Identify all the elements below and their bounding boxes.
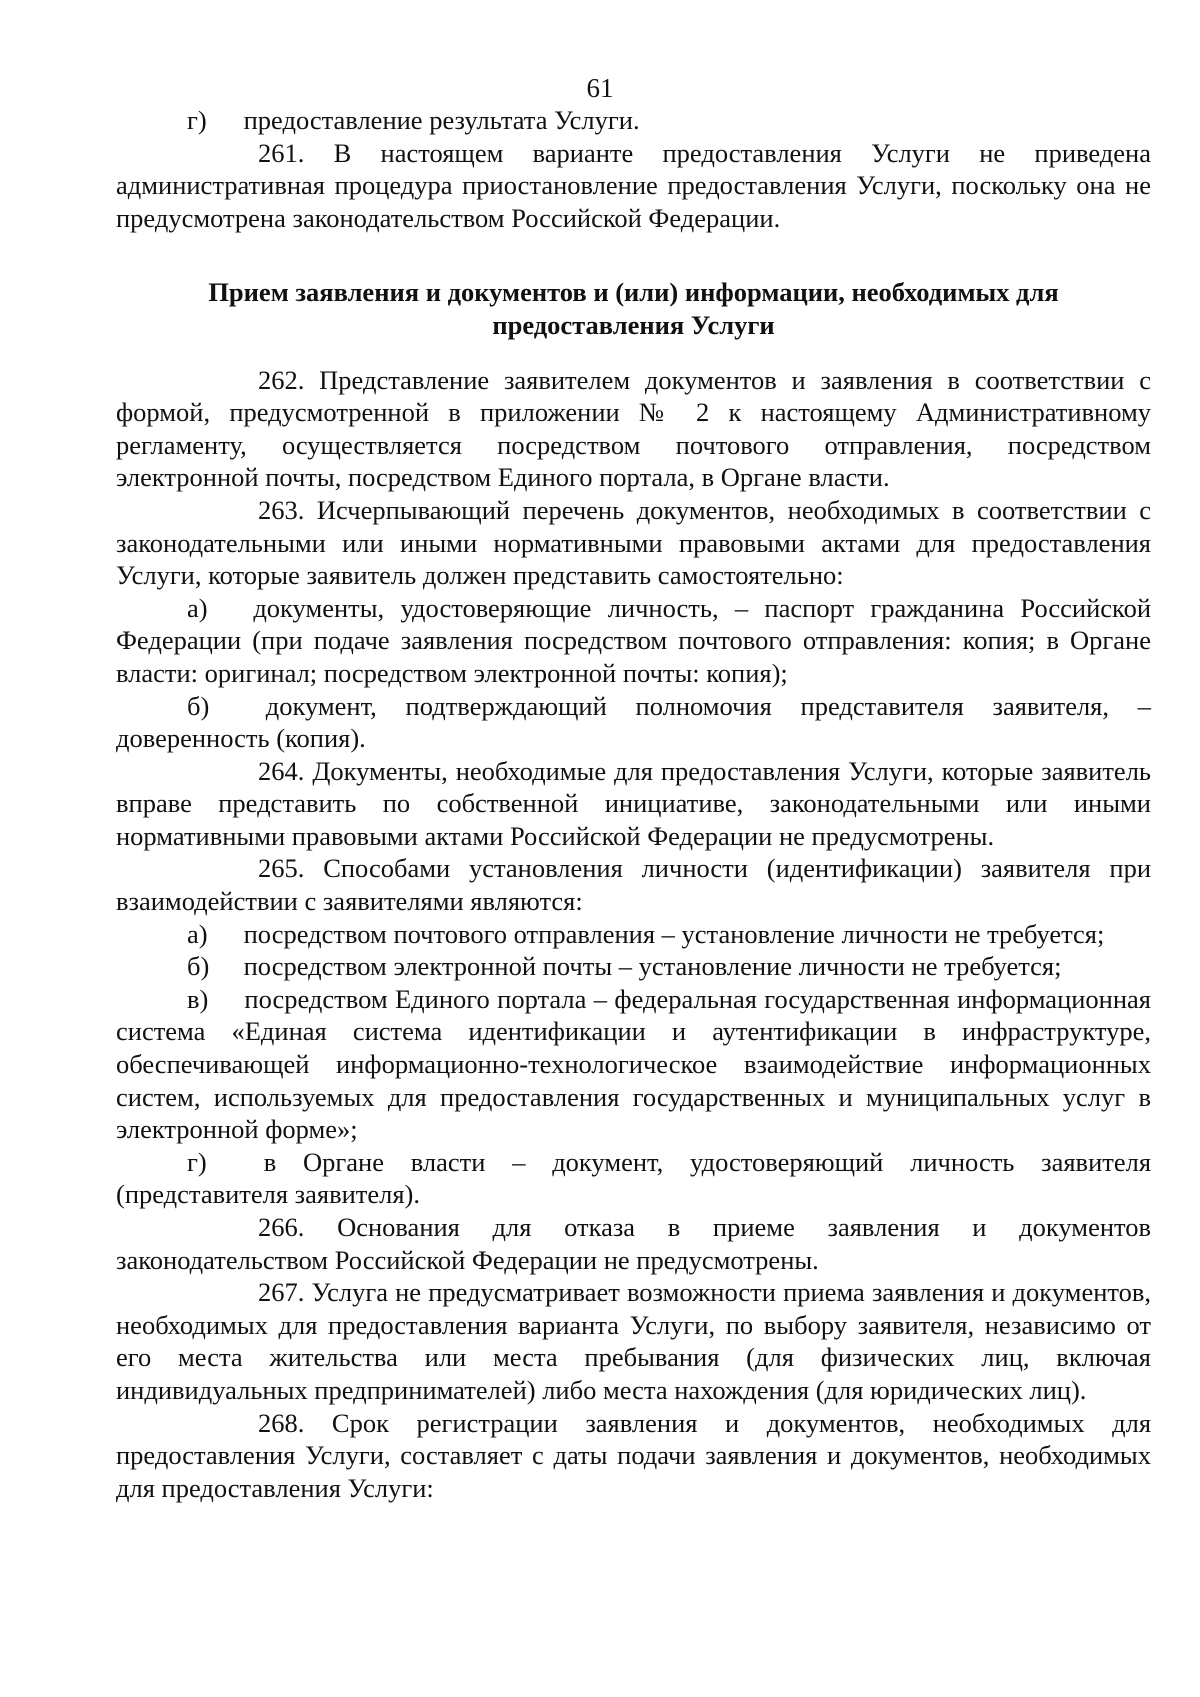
paragraph-text: Способами установления личности (идентификации) заявителя при взаимодействии с заявителями являются:: [116, 853, 1151, 917]
list-item: [116, 918, 1151, 951]
list-item: [116, 592, 1151, 690]
paragraph-text: Представление заявителем документов и заявления в соответствии с формой, предусмотренной в приложении № 2 к настоящему Административному регламенту, осуществляется посредством почтового отправления, посредством электронной почты, посредством Единого портала, в Органе власти.: [116, 364, 1152, 493]
paragraph-text: Услуга не предусматривает возможности приема заявления и документов, необходимых для предоставления варианта Услуги, по выбору заявителя, независимо от его места жительства или места пребывания (для физических лиц, включая индивидуальных предпринимателей) либо места нахождения (для юридических лиц).: [116, 1277, 1152, 1405]
list-item-marker: а): [187, 918, 208, 949]
list-item: [116, 983, 1151, 1146]
paragraph-267: [116, 1276, 1151, 1406]
list-item-text: предоставление результата Услуги.: [243, 105, 640, 135]
list-item-text: посредством электронной почты – установление личности не требуется;: [243, 951, 1062, 982]
paragraph-264: [116, 755, 1151, 853]
paragraph-text: Основания для отказа в приеме заявления и документов законодательством Российской Федерации не предусмотрены.: [116, 1212, 1152, 1275]
list-item: [116, 950, 1151, 983]
document-body: [116, 104, 1151, 1504]
list-item-text: документы, удостоверяющие личность, – паспорт гражданина Российской Федерации (при подаче заявления посредством почтового отправления: копия; в Органе власти: оригинал; посредством электронной почты: копия);: [116, 592, 1151, 688]
paragraph-number: 266.: [258, 1212, 305, 1242]
list-item-marker: б): [187, 951, 210, 982]
paragraph-number: 261.: [258, 137, 305, 168]
paragraph-265: [116, 852, 1151, 917]
list-item-text: посредством Единого портала – федеральная государственная информационная система «Единая система идентификации и аутентификации в инфраструктуре, обеспечивающей информационно-технологическое взаимодействие информационных систем, используемых для предоставления государственных и муниципальных услуг в электронной форме»;: [116, 983, 1151, 1145]
page-number: 61: [586, 73, 614, 103]
paragraph-263: [116, 494, 1151, 592]
list-item-text: документ, подтверждающий полномочия представителя заявителя, – доверенность (копия).: [116, 690, 1151, 754]
list-item: [116, 104, 1151, 137]
list-item: [116, 690, 1151, 755]
paragraph-text: В настоящем варианте предоставления Услуги не приведена административная процедура приостановление предоставления Услуги, поскольку она не предусмотрена законодательством Российской Федерации.: [116, 137, 1151, 233]
paragraph-262: [116, 364, 1151, 494]
paragraph-number: 267.: [258, 1277, 305, 1308]
paragraph-text: Исчерпывающий перечень документов, необходимых в соответствии с законодательными или иными нормативными правовыми актами для предоставления Услуги, которые заявитель должен представить самостоятельно:: [116, 494, 1152, 591]
list-item: [116, 1146, 1151, 1211]
paragraph-number: 262.: [258, 364, 305, 395]
section-heading: Прием заявления и документов и (или) информации, необходимых для предоставления Услуги: [208, 277, 1059, 340]
list-item-text: посредством почтового отправления – установление личности не требуется;: [243, 918, 1105, 949]
list-item-marker: в): [187, 983, 209, 1014]
list-item-marker: а): [187, 592, 208, 623]
paragraph-text: Документы, необходимые для предоставления Услуги, которые заявитель вправе представить по собственной инициативе, законодательными или иными нормативными правовыми актами Российской Федерации не предусмотрены.: [116, 755, 1152, 851]
paragraph-261: [116, 137, 1151, 235]
paragraph-number: 263.: [258, 494, 305, 525]
list-item-marker: г): [187, 105, 207, 135]
paragraph-text: Срок регистрации заявления и документов, необходимых для предоставления Услуги, составляет с даты подачи заявления и документов, необходимых для предоставления Услуги:: [116, 1407, 1152, 1503]
list-item-marker: б): [187, 690, 210, 721]
paragraph-268: [116, 1407, 1151, 1505]
paragraph-number: 265.: [258, 853, 305, 884]
paragraph-number: 268.: [258, 1407, 305, 1438]
paragraph-266: [116, 1211, 1151, 1276]
list-item-text: в Органе власти – документ, удостоверяющий личность заявителя (представителя заявителя).: [116, 1146, 1152, 1210]
list-item-marker: г): [187, 1146, 207, 1177]
paragraph-number: 264.: [258, 755, 305, 786]
